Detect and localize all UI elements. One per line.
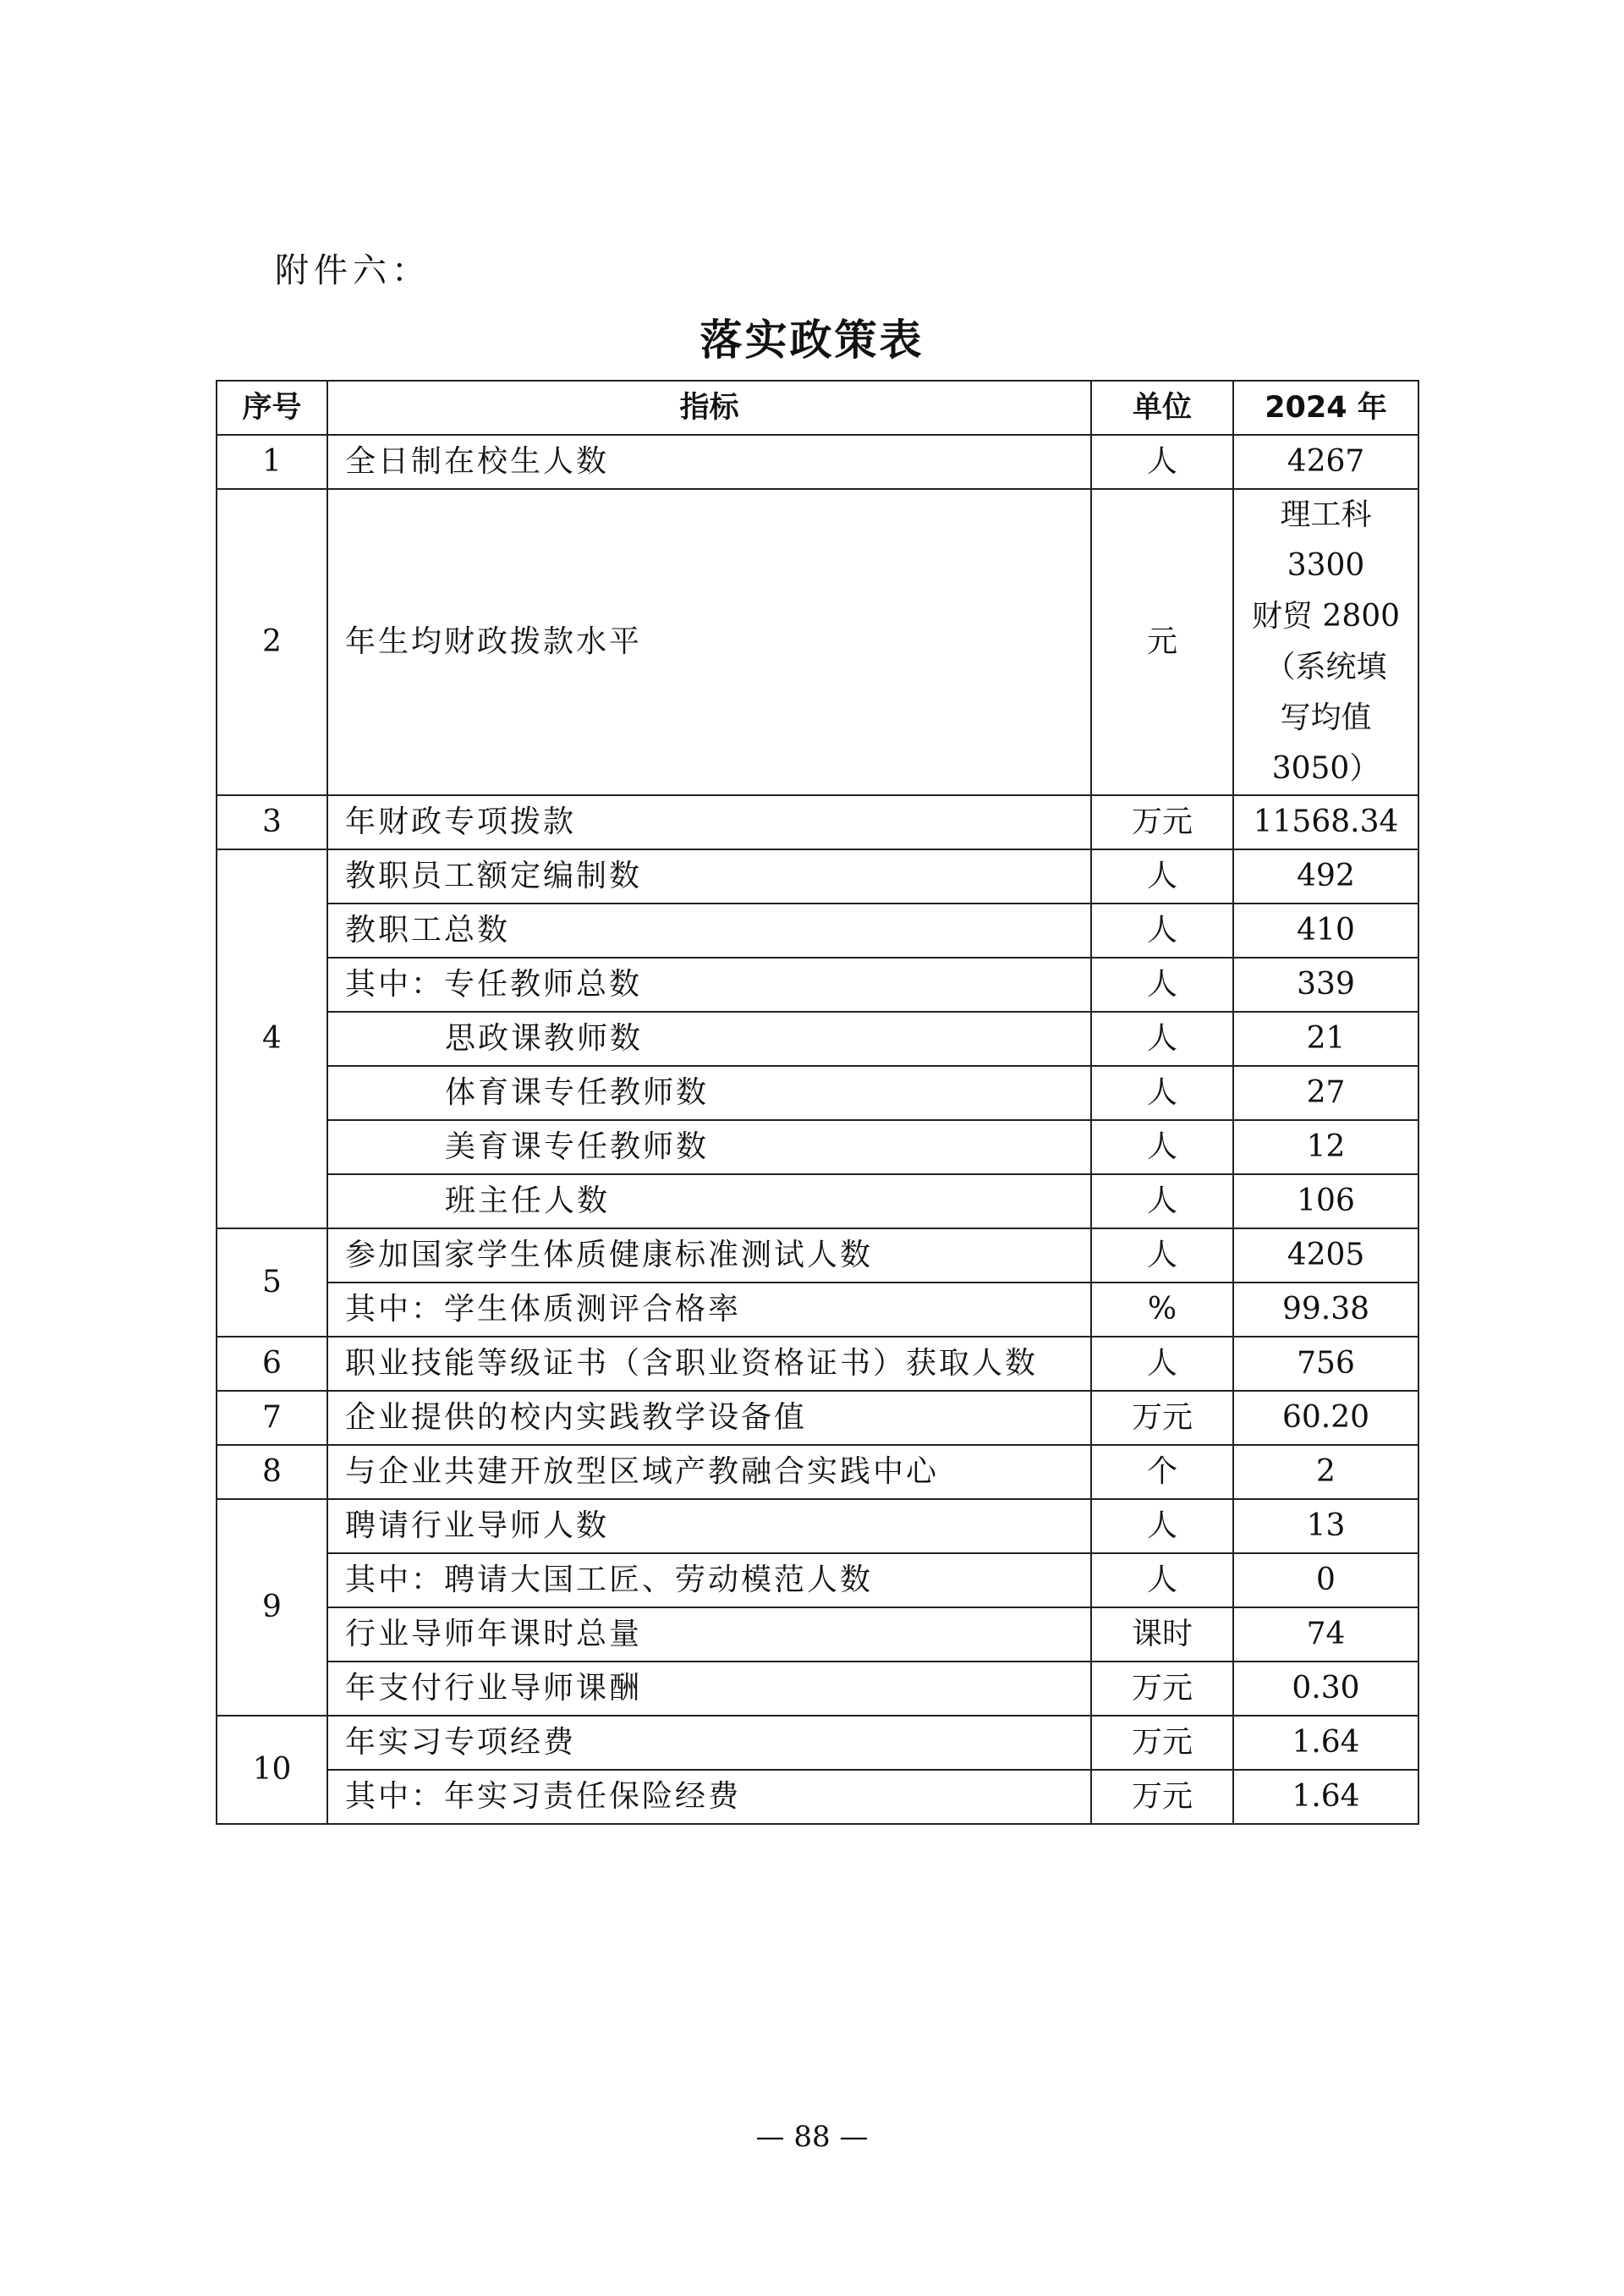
table-row: [217, 1445, 1418, 1499]
row-indicator: 其中：专任教师总数: [327, 958, 1091, 1012]
row-no: 3: [217, 795, 327, 849]
row-indicator: 班主任人数: [327, 1174, 1091, 1228]
row-unit: 人: [1091, 958, 1233, 1012]
row-indicator: 与企业共建开放型区域产教融合实践中心: [327, 1445, 1091, 1499]
row-no: 2: [217, 489, 327, 795]
row-no: 6: [217, 1337, 327, 1391]
table-row: [217, 958, 1418, 1012]
table-row: [217, 1662, 1418, 1716]
row-indicator: 年实习专项经费: [327, 1716, 1091, 1770]
header-unit: 单位: [1091, 381, 1233, 435]
row-unit: 人: [1091, 1174, 1233, 1228]
row-value: 4267: [1233, 435, 1418, 489]
row-value: 21: [1233, 1012, 1418, 1066]
row-value: 11568.34: [1233, 795, 1418, 849]
attachment-label: 附件六：: [275, 251, 431, 290]
table-row: [217, 489, 1418, 795]
row-unit: 课时: [1091, 1607, 1233, 1662]
header-no: 序号: [217, 381, 327, 435]
value-line: 3300: [1287, 548, 1365, 583]
row-no: 1: [217, 435, 327, 489]
policy-table: [216, 380, 1419, 1825]
table-title: 落实政策表: [700, 316, 924, 365]
header-indicator: 指标: [327, 381, 1091, 435]
row-value: 106: [1233, 1174, 1418, 1228]
row-value-multiline: [1233, 489, 1418, 795]
row-indicator: 聘请行业导师人数: [327, 1499, 1091, 1553]
row-value: 756: [1233, 1337, 1418, 1391]
row-value: 1.64: [1233, 1716, 1418, 1770]
row-value: 0.30: [1233, 1662, 1418, 1716]
row-unit: 人: [1091, 1499, 1233, 1553]
table-row: [217, 1174, 1418, 1228]
table-row: [217, 1499, 1418, 1553]
row-indicator: 年财政专项拨款: [327, 795, 1091, 849]
row-unit: 人: [1091, 435, 1233, 489]
row-value: 99.38: [1233, 1283, 1418, 1337]
row-value: 2: [1233, 1445, 1418, 1499]
row-indicator: 职业技能等级证书（含职业资格证书）获取人数: [327, 1337, 1091, 1391]
table-header-row: [217, 381, 1418, 435]
row-indicator: 其中：年实习责任保险经费: [327, 1770, 1091, 1824]
row-unit: 人: [1091, 1012, 1233, 1066]
row-unit: 万元: [1091, 795, 1233, 849]
row-value: 492: [1233, 849, 1418, 904]
row-unit: 人: [1091, 1228, 1233, 1283]
row-indicator: 思政课教师数: [327, 1012, 1091, 1066]
table-row: [217, 1228, 1418, 1283]
row-value: 27: [1233, 1066, 1418, 1120]
row-unit: 人: [1091, 904, 1233, 958]
row-unit: 万元: [1091, 1716, 1233, 1770]
value-line: 理工科: [1280, 497, 1372, 532]
row-indicator: 年生均财政拨款水平: [327, 489, 1091, 795]
row-unit: 元: [1091, 489, 1233, 795]
row-value: 339: [1233, 958, 1418, 1012]
table-row: [217, 1337, 1418, 1391]
table-row: [217, 1716, 1418, 1770]
table-row: [217, 435, 1418, 489]
row-unit: 人: [1091, 1066, 1233, 1120]
page-number: — 88 —: [755, 2120, 869, 2154]
row-no: 7: [217, 1391, 327, 1445]
row-indicator: 其中：学生体质测评合格率: [327, 1283, 1091, 1337]
row-value: 410: [1233, 904, 1418, 958]
row-indicator: 其中：聘请大国工匠、劳动模范人数: [327, 1553, 1091, 1607]
row-indicator: 美育课专任教师数: [327, 1120, 1091, 1174]
row-unit: 人: [1091, 1120, 1233, 1174]
row-unit: 人: [1091, 849, 1233, 904]
table-row: [217, 849, 1418, 904]
row-no: 9: [217, 1499, 327, 1716]
row-value: 74: [1233, 1607, 1418, 1662]
row-indicator: 全日制在校生人数: [327, 435, 1091, 489]
table-row: [217, 1770, 1418, 1824]
value-line: 写均值: [1280, 700, 1372, 735]
value-line: （系统填: [1265, 650, 1387, 684]
row-value: 4205: [1233, 1228, 1418, 1283]
row-unit: 万元: [1091, 1662, 1233, 1716]
value-line: 财贸 2800: [1251, 599, 1401, 634]
row-value: 12: [1233, 1120, 1418, 1174]
table-row: [217, 1012, 1418, 1066]
table-row: [217, 795, 1418, 849]
row-no: 8: [217, 1445, 327, 1499]
row-no: 4: [217, 849, 327, 1228]
table-row: [217, 1391, 1418, 1445]
table-row: [217, 1553, 1418, 1607]
row-indicator: 教职员工额定编制数: [327, 849, 1091, 904]
table-row: [217, 1066, 1418, 1120]
row-indicator: 年支付行业导师课酬: [327, 1662, 1091, 1716]
row-value: 0: [1233, 1553, 1418, 1607]
row-unit: 万元: [1091, 1391, 1233, 1445]
row-indicator: 行业导师年课时总量: [327, 1607, 1091, 1662]
table-row: [217, 904, 1418, 958]
row-no: 5: [217, 1228, 327, 1337]
row-no: 10: [217, 1716, 327, 1824]
row-value: 60.20: [1233, 1391, 1418, 1445]
row-indicator: 企业提供的校内实践教学设备值: [327, 1391, 1091, 1445]
header-year: 2024 年: [1233, 381, 1418, 435]
row-value: 13: [1233, 1499, 1418, 1553]
row-indicator: 教职工总数: [327, 904, 1091, 958]
row-unit: 个: [1091, 1445, 1233, 1499]
table-row: [217, 1283, 1418, 1337]
row-indicator: 体育课专任教师数: [327, 1066, 1091, 1120]
row-indicator: 参加国家学生体质健康标准测试人数: [327, 1228, 1091, 1283]
row-unit: 万元: [1091, 1770, 1233, 1824]
row-unit: 人: [1091, 1553, 1233, 1607]
row-value: 1.64: [1233, 1770, 1418, 1824]
value-line: 3050）: [1271, 751, 1380, 786]
row-unit: 人: [1091, 1337, 1233, 1391]
row-unit: %: [1091, 1283, 1233, 1337]
table-row: [217, 1607, 1418, 1662]
table-row: [217, 1120, 1418, 1174]
